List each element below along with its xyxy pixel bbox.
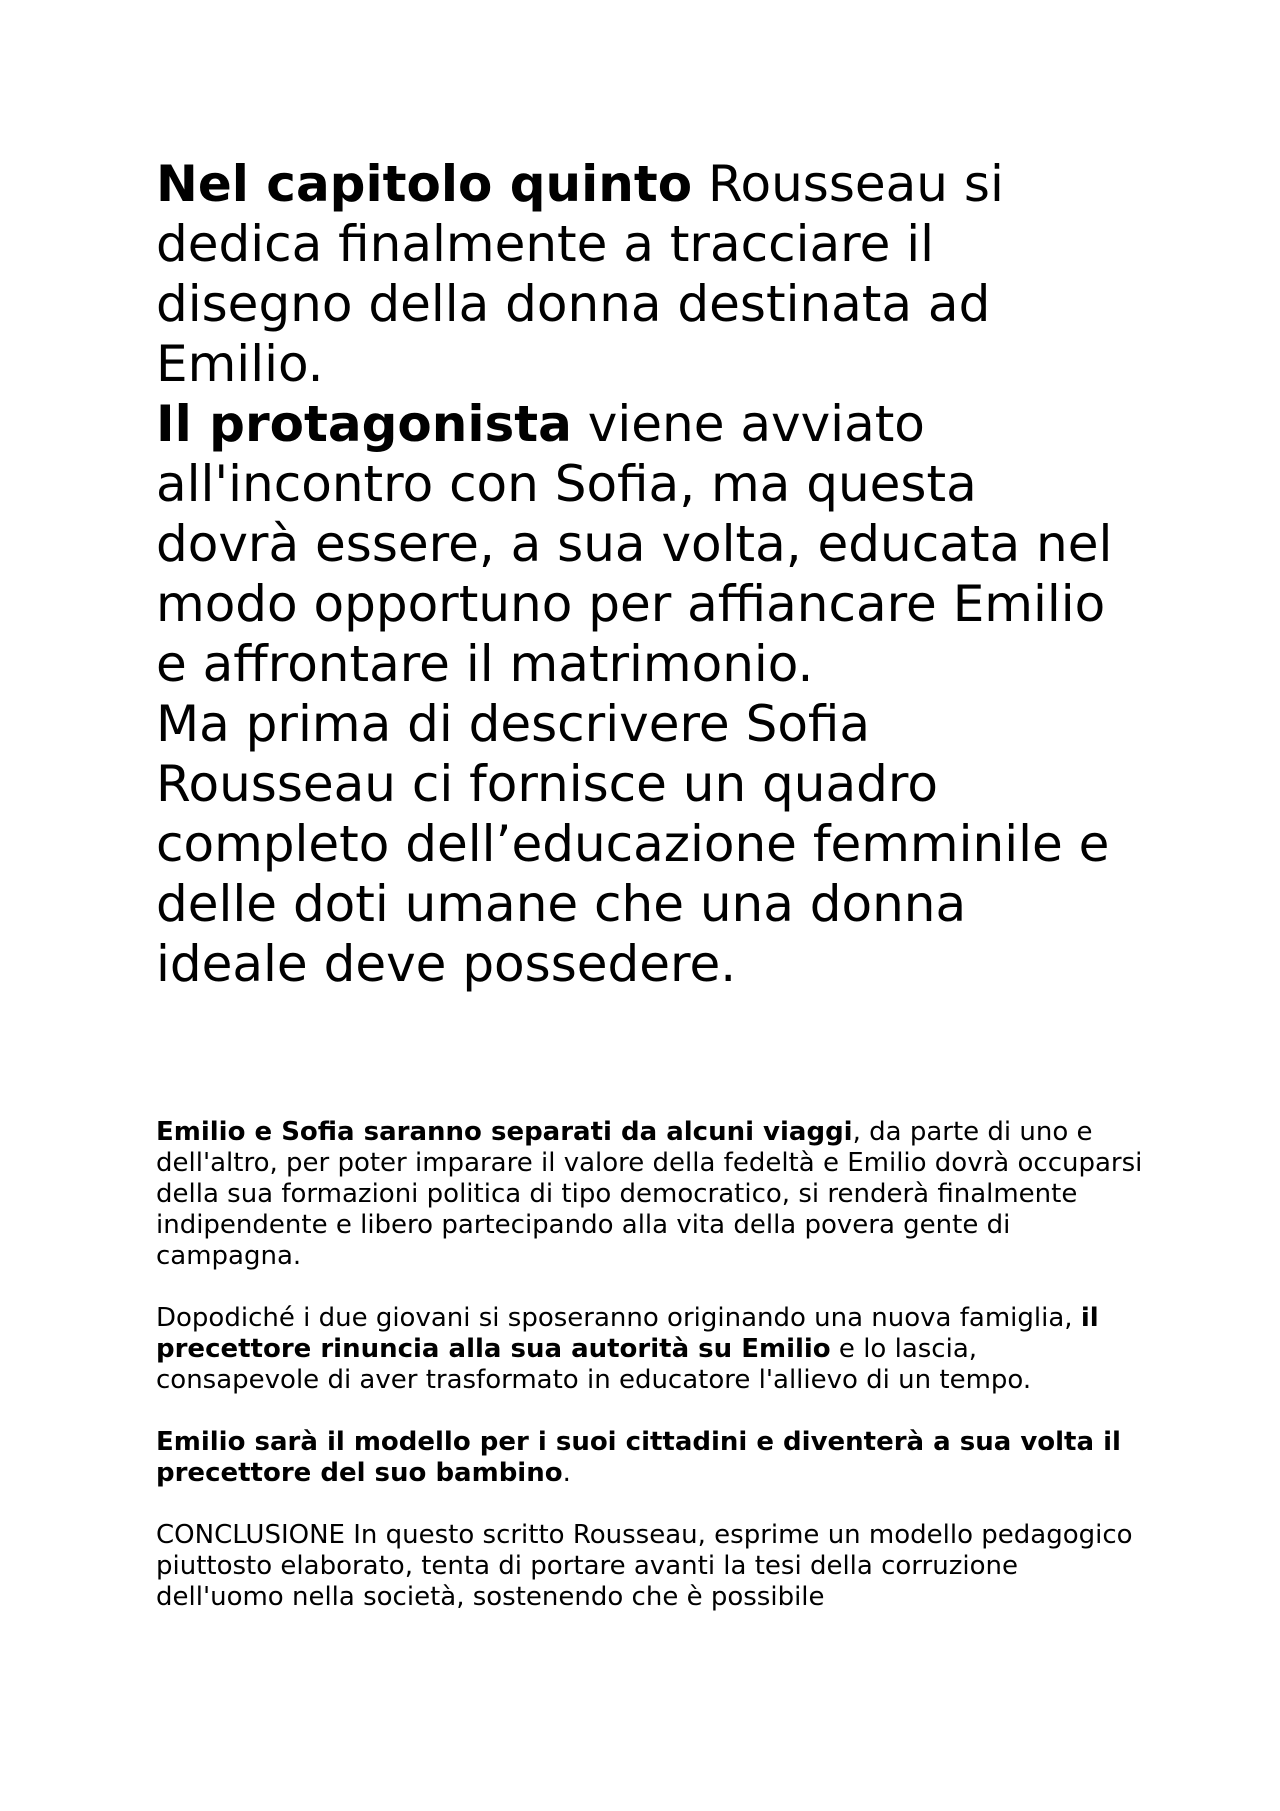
paragraph-protagonist <box>156 394 1116 694</box>
bold-phrase: Emilio sarà il modello per i suoi cittadini e diventerà a sua volta il precettore del suo bambino <box>156 1427 1121 1488</box>
bold-phrase: Emilio e Sofia saranno separati da alcuni viaggi <box>156 1117 853 1147</box>
paragraph-text: . <box>562 1458 571 1488</box>
paragraph-marriage <box>156 1303 1146 1396</box>
paragraph-text: Rousseau si dedica finalmente a tracciare il disegno della donna destinata ad Emilio. <box>156 155 1004 393</box>
intro-section <box>156 154 1116 994</box>
paragraph-model-citizen <box>156 1427 1146 1489</box>
body-section <box>156 1117 1146 1644</box>
paragraph-text: , da parte di uno e dell'altro, per poter imparare il valore della fedeltà e Emilio dovrà occuparsi della sua formazioni politica di tipo democratico, si renderà finalmente indipendente e libero partecipando alla vita della povera gente di campagna. <box>156 1117 1143 1271</box>
paragraph-conclusion: CONCLUSIONE In questo scritto Rousseau, esprime un modello pedagogico piuttosto elaborato, tenta di portare avanti la tesi della corruzione dell'uomo nella società, sostenendo che è possibile <box>156 1520 1133 1612</box>
paragraph-travels <box>156 1117 1146 1272</box>
bold-phrase: Il protagonista <box>156 395 572 453</box>
paragraph-chapter-five <box>156 154 1116 394</box>
bold-phrase: Nel capitolo quinto <box>156 155 693 213</box>
paragraph-female-education: Ma prima di descrivere Sofia Rousseau ci fornisce un quadro completo dell’educazione femminile e delle doti umane che una donna ideale deve possedere. <box>156 695 1110 993</box>
bold-phrase: il precettore rinuncia alla sua autorità su Emilio <box>156 1303 1099 1364</box>
paragraph-text: viene avviato all'incontro con Sofia, ma questa dovrà essere, a sua volta, educata nel modo opportuno per affiancare Emilio e affrontare il matrimonio. <box>156 395 1113 693</box>
paragraph-text: e lo lascia, consapevole di aver trasformato in educatore l'allievo di un tempo. <box>156 1334 1032 1395</box>
paragraph-text: Dopodiché i due giovani si sposeranno originando una nuova famiglia, <box>156 1303 1081 1333</box>
